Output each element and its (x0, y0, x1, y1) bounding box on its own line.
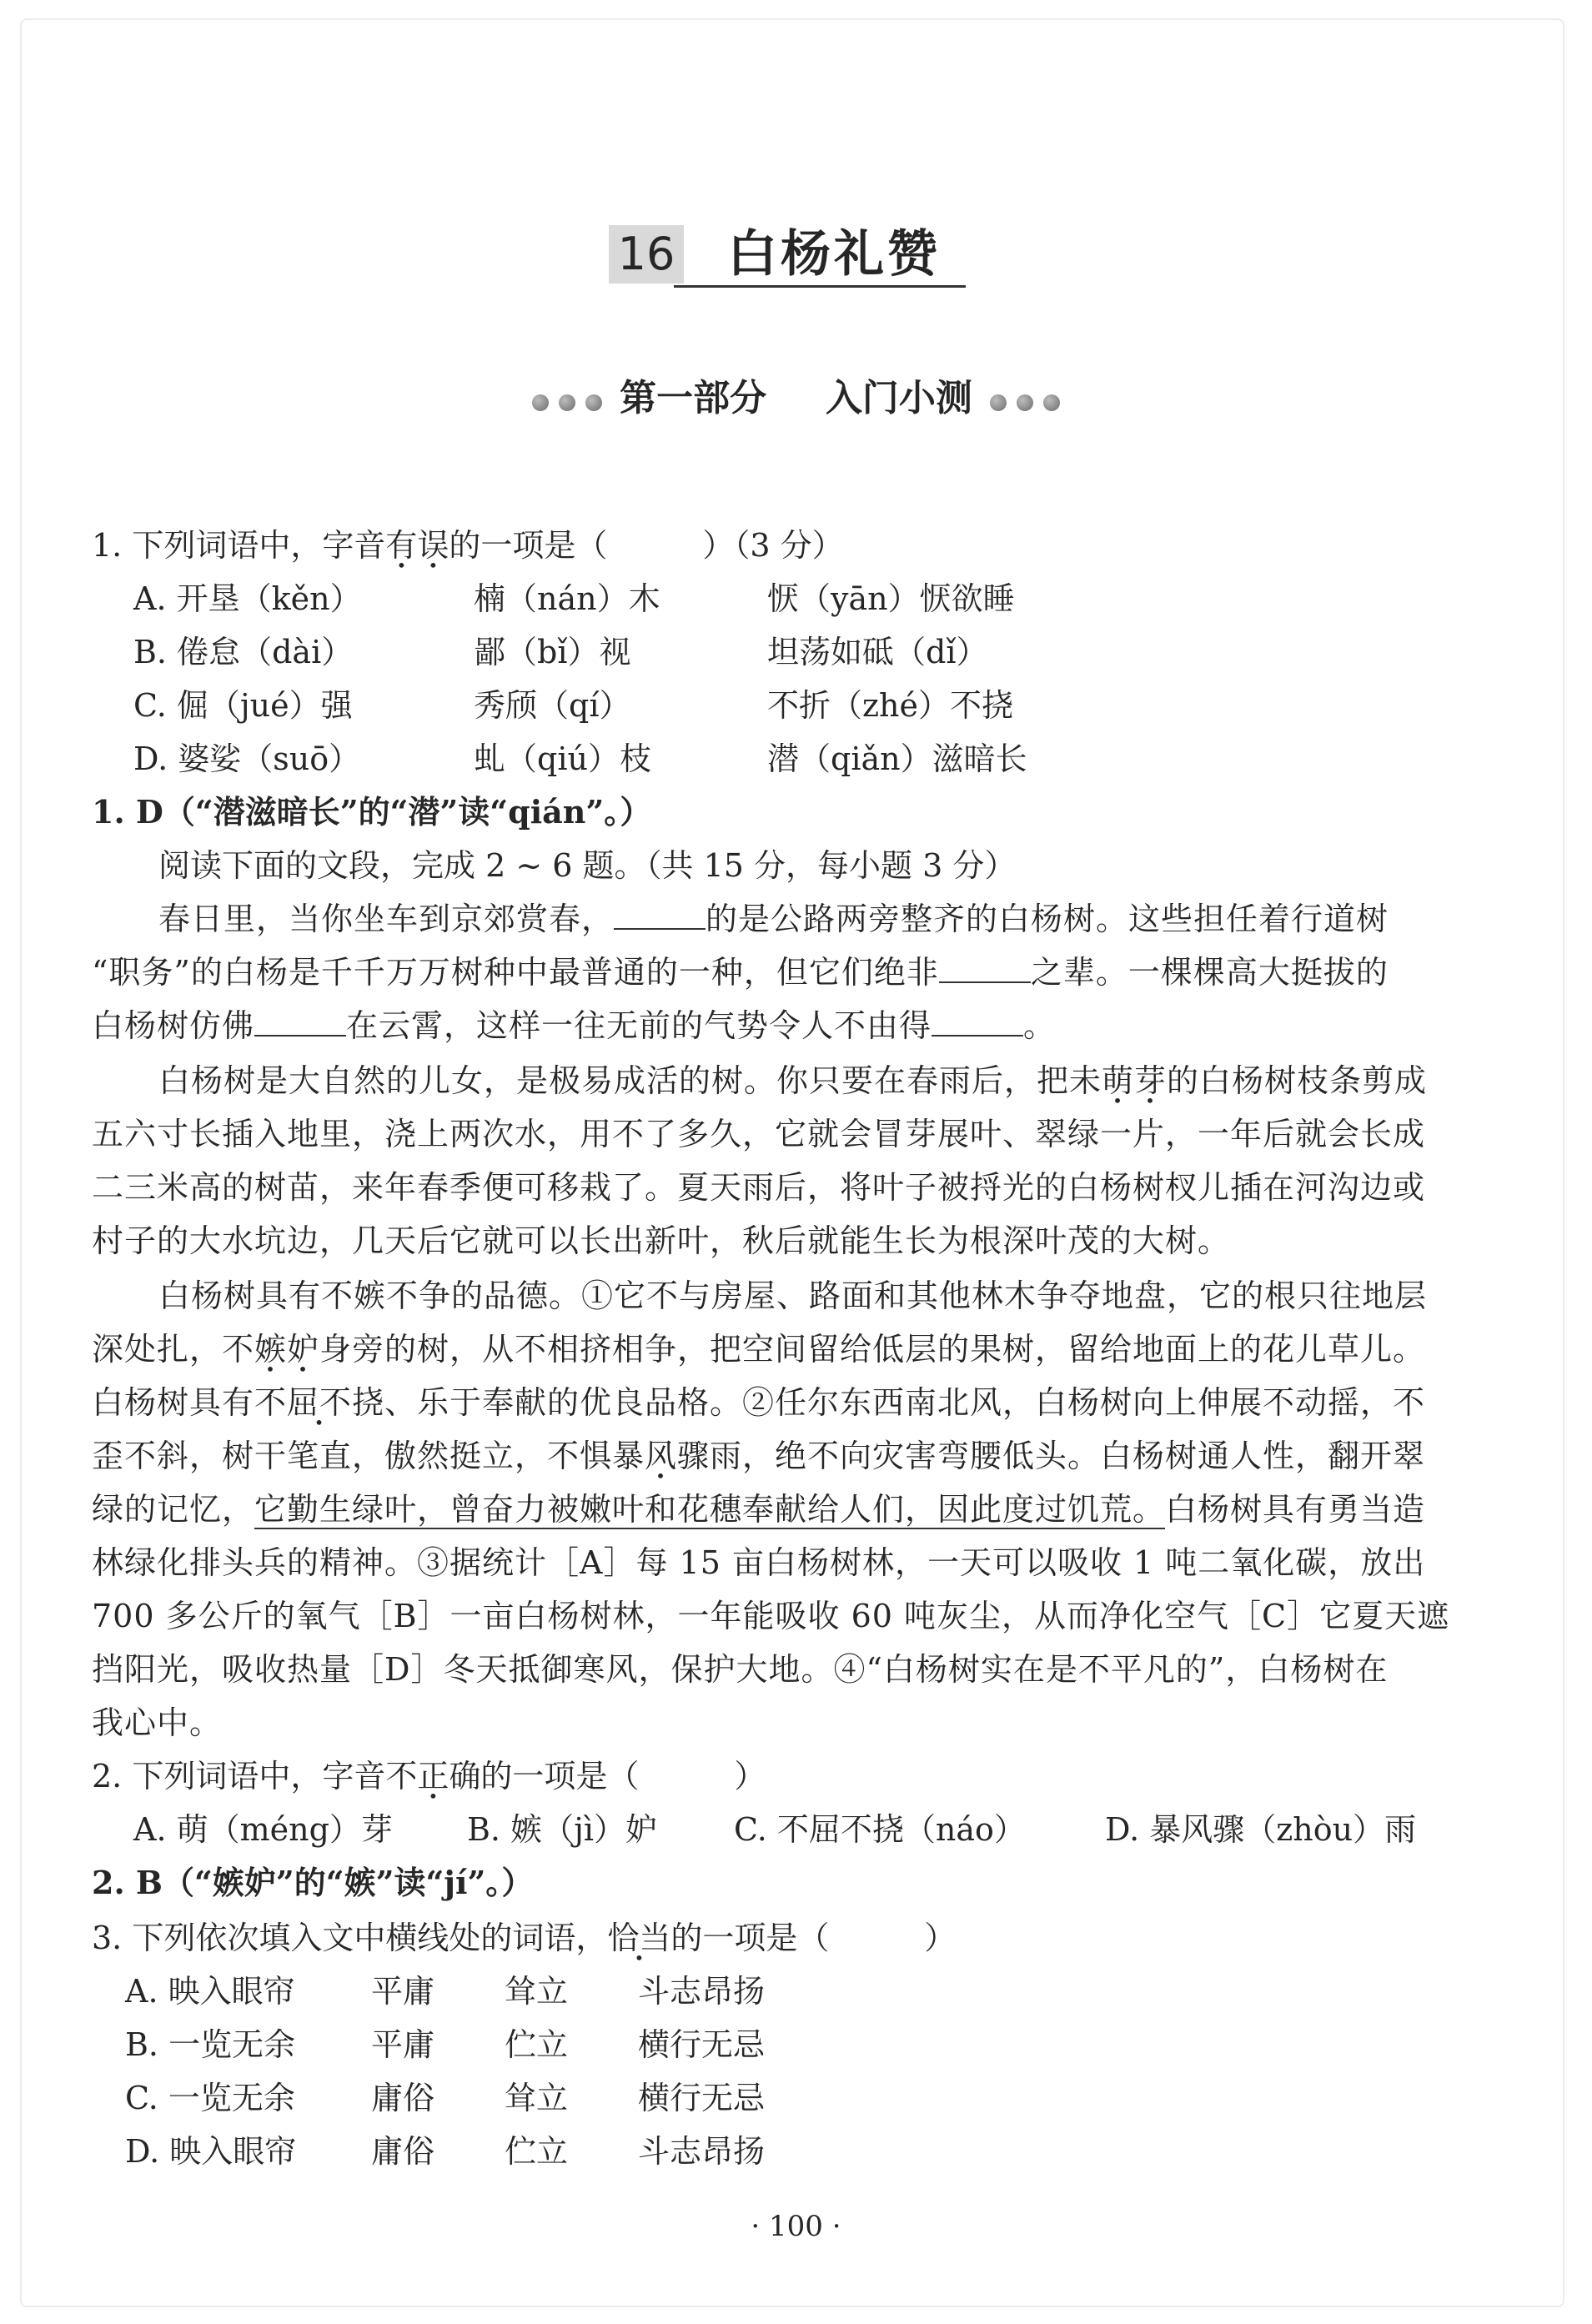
passage-line: 700 多公斤的氧气［B］一亩白杨树林，一年能吸收 60 吨灰尘，从而净化空气［C］它夏天遮 (92, 1598, 1450, 1634)
option-c-3: 不折（zhé）不挠 (767, 687, 1013, 724)
question-1-answer: 1. D（“潜滋暗长”的“潜”读“qián”。） (92, 793, 652, 831)
q3-option-d-4: 斗志昂扬 (638, 2133, 766, 2170)
lesson-title (0, 225, 1592, 292)
q2-option-d: D. 暴风骤（zhòu）雨 (1105, 1811, 1417, 1848)
passage-line: 我心中。 (92, 1704, 223, 1741)
q3-option-c-1: C. 一览无余 (125, 2080, 295, 2116)
option-b-3: 坦荡如砥（dǐ） (767, 634, 988, 670)
page-border (20, 18, 1564, 2307)
passage-line: 林绿化排头兵的精神。③据统计［A］每 15 亩白杨树林，一天可以吸收 1 吨二氧化碳，放出 (92, 1544, 1426, 1581)
passage-line: 春日里，当你坐车到京郊赏春， 的是公路两旁整齐的白杨树。这些担任着行道树 (158, 901, 1389, 937)
passage-line: “职务”的白杨是千千万万树种中最普通的一种，但它们绝非 之辈。一棵棵高大挺拔的 (92, 954, 1389, 991)
q3-option-b-1: B. 一览无余 (125, 2026, 296, 2063)
passage-line: 挡阳光，吸收热量［D］冬天抵御寒风，保护大地。④“白杨树实在是不平凡的”，白杨树在 (92, 1651, 1389, 1688)
fill-blank-4 (932, 1006, 1023, 1037)
passage-line: 二三米高的树苗，来年春季便可移栽了。夏天雨后，将叶子被捋光的白杨树杈儿插在河沟边或 (92, 1169, 1426, 1206)
fill-blank-2 (939, 953, 1031, 983)
q3-option-a-1: A. 映入眼帘 (125, 1973, 295, 2010)
passage-line: 白杨树仿佛 在云霄，这样一往无前的气势令人不由得 。 (92, 1007, 1057, 1044)
option-c-1: C. 倔（jué）强 (133, 687, 353, 724)
question-2-stem: 2. 下列词语中，字音不正确的一项是（ ） (92, 1758, 766, 1794)
passage-line: 白杨树具有不嫉不争的品德。①它不与房屋、路面和其他林木争夺地盘，它的根只往地层 (158, 1277, 1428, 1314)
passage-line: 五六寸长插入地里，浇上两次水，用不了多久，它就会冒芽展叶、翠绿一片，一年后就会长成 (92, 1116, 1426, 1152)
q3-option-c-3: 耸立 (505, 2080, 569, 2116)
option-c-2: 秀颀（qí） (474, 687, 631, 724)
passage-line: 深处扎，不嫉妒身旁的树，从不相挤相争，把空间留给低层的果树，留给地面上的花儿草儿。 (92, 1331, 1426, 1368)
q3-option-a-3: 耸立 (505, 1973, 569, 2010)
page-number: · 100 · (751, 2210, 841, 2243)
section-label: 第一部分 (620, 377, 767, 419)
q2-option-c: C. 不屈不挠（náo） (734, 1811, 1026, 1848)
option-b-2: 鄙（bǐ）视 (474, 634, 631, 670)
q3-option-a-2: 平庸 (371, 1973, 435, 2010)
q3-option-d-1: D. 映入眼帘 (125, 2133, 297, 2170)
q3-option-c-4: 横行无忌 (638, 2080, 766, 2116)
q3-option-b-2: 平庸 (371, 2026, 435, 2063)
passage-line: 歪不斜，树干笔直，傲然挺立，不惧暴风骤雨，绝不向灾害弯腰低头。白杨树通人性，翻开翠 (92, 1438, 1426, 1474)
lesson-number: 16 (609, 225, 684, 284)
q3-option-d-3: 伫立 (505, 2133, 569, 2170)
reading-intro: 阅读下面的文段，完成 2 ~ 6 题。（共 15 分，每小题 3 分） (158, 847, 1017, 884)
option-a-2: 楠（nán）木 (474, 580, 660, 617)
question-1-stem: 1. 下列词语中，字音有误的一项是（ ）（3 分） (92, 527, 844, 564)
option-a-1: A. 开垦（kěn） (133, 580, 362, 617)
q3-option-c-2: 庸俗 (371, 2080, 435, 2116)
section-sub: 入门小测 (825, 377, 972, 419)
fill-blank-1 (614, 900, 706, 930)
q3-option-d-2: 庸俗 (371, 2133, 435, 2170)
passage-line: 绿的记忆，它勤生绿叶，曾奋力被嫩叶和花穗奉献给人们，因此度过饥荒。白杨树具有勇当造 (92, 1491, 1426, 1528)
option-d-3: 潜（qiǎn）滋暗长 (767, 740, 1027, 777)
underlined-sentence: 它勤生绿叶，曾奋力被嫩叶和花穗奉献给人们，因此度过饥荒。 (254, 1491, 1166, 1528)
question-2-answer: 2. B（“嫉妒”的“嫉”读“jí”。） (92, 1864, 534, 1901)
passage-line: 白杨树具有不屈不挠、乐于奉献的优良品格。②任尔东西南北风，白杨树向上伸展不动摇，不 (92, 1384, 1426, 1421)
decor-dots-right (985, 376, 1065, 426)
passage-line: 村子的大水坑边，几天后它就可以长出新叶，秋后就能生长为根深叶茂的大树。 (92, 1222, 1231, 1259)
q3-option-b-4: 横行无忌 (638, 2026, 766, 2063)
section-heading (0, 374, 1592, 426)
q3-option-a-4: 斗志昂扬 (638, 1973, 766, 2010)
passage-line: 白杨树是大自然的儿女，是极易成活的树。你只要在春雨后，把未萌芽的白杨树枝条剪成 (158, 1062, 1428, 1099)
option-d-1: D. 婆娑（suō） (133, 740, 361, 777)
option-d-2: 虬（qiú）枝 (474, 740, 651, 777)
q2-option-a: A. 萌（méng）芽 (133, 1811, 393, 1848)
question-3-stem: 3. 下列依次填入文中横线处的词语，恰当的一项是（ ） (92, 1920, 957, 1956)
title-underline (674, 285, 966, 288)
fill-blank-3 (254, 1006, 346, 1037)
decor-dots-left (527, 376, 607, 426)
q2-option-b: B. 嫉（jì）妒 (467, 1811, 658, 1848)
q3-option-b-3: 伫立 (505, 2026, 569, 2063)
lesson-title-text: 白杨礼赞 (727, 225, 941, 284)
option-a-3: 恹（yān）恹欲睡 (767, 580, 1015, 617)
option-b-1: B. 倦怠（dài） (133, 634, 354, 670)
